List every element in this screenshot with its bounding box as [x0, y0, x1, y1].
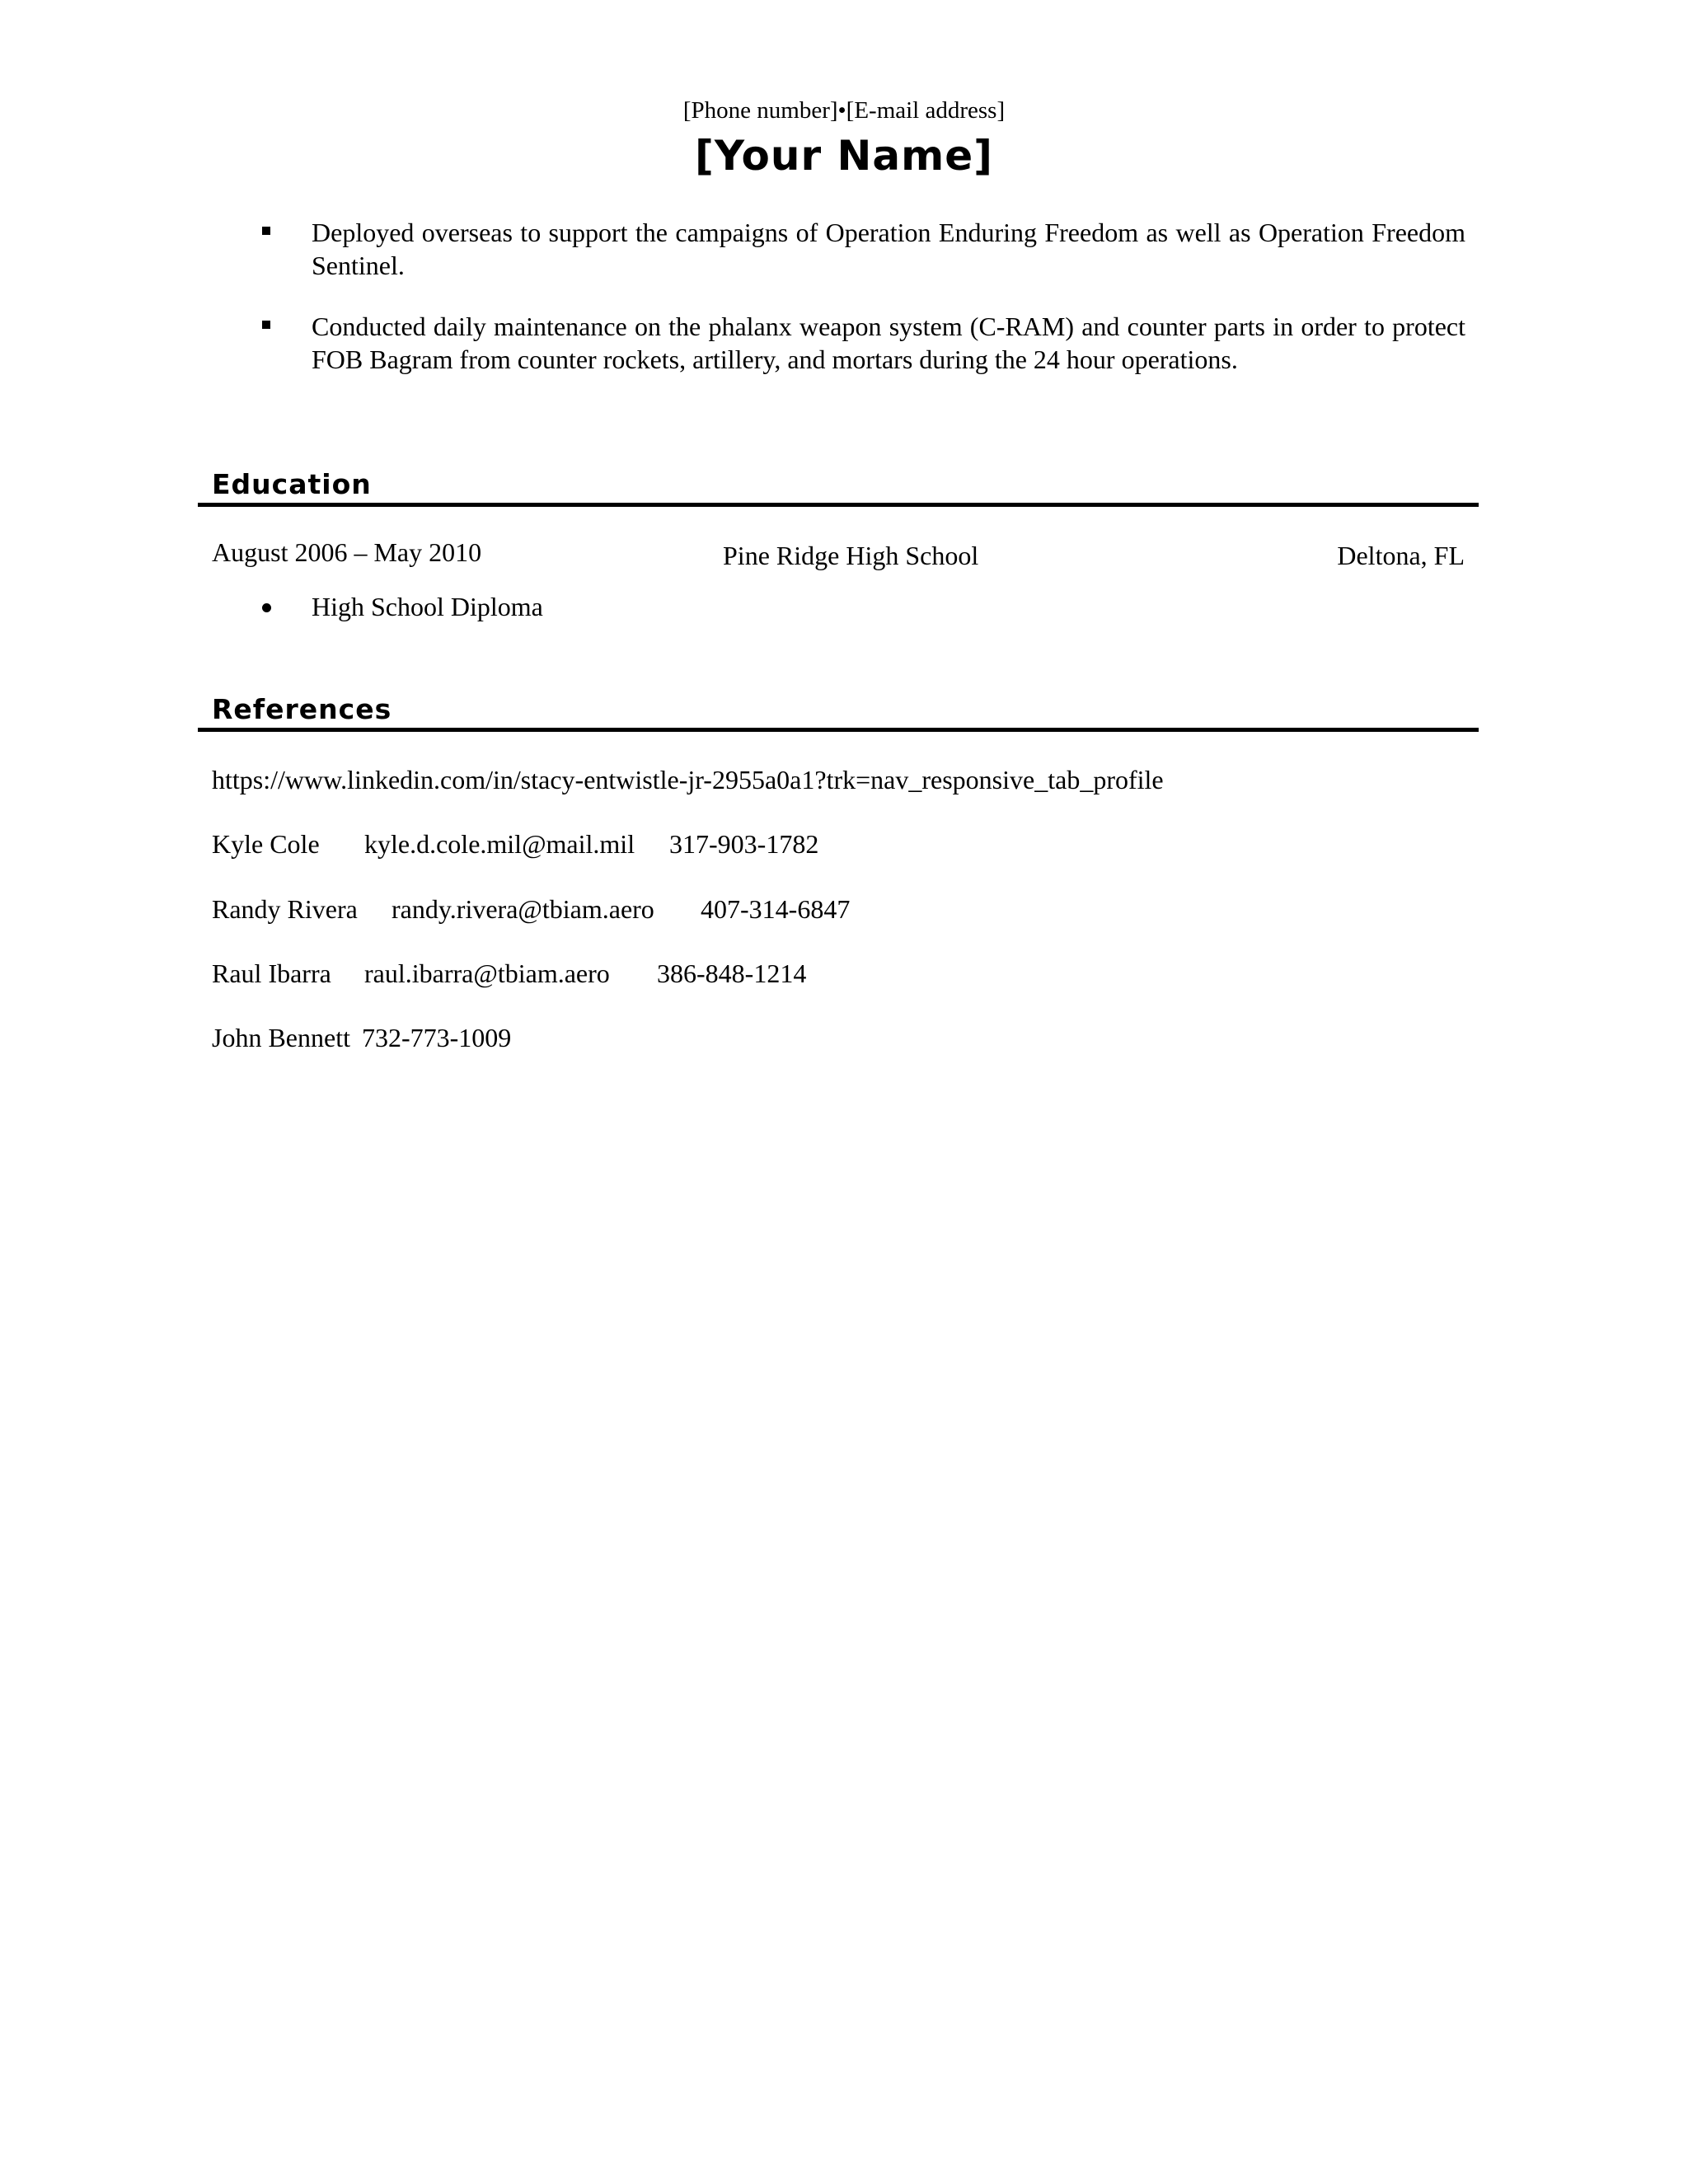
square-bullet-icon — [262, 227, 270, 235]
experience-bullet-text: Conducted daily maintenance on the phalanx weapon system (C-RAM) and counter parts in order to protect FOB Bagram from counter rockets, artillery, and mortars during the 24 hour operations. — [312, 312, 1465, 374]
education-location: Deltona, FL — [1337, 541, 1465, 570]
reference-phone: 732-773-1009 — [361, 1023, 512, 1052]
reference-email[interactable]: raul.ibarra@tbiam.aero — [364, 958, 610, 988]
education-school: Pine Ridge High School — [723, 541, 979, 570]
references-divider — [198, 728, 1479, 732]
education-dates: August 2006 – May 2010 — [212, 537, 482, 567]
reference-name: Raul Ibarra — [212, 958, 331, 988]
education-heading: Education — [212, 468, 372, 500]
education-item-text: High School Diploma — [312, 592, 543, 621]
experience-bullet — [262, 310, 1465, 376]
experience-bullet-list — [262, 216, 1465, 404]
reference-phone: 317-903-1782 — [669, 829, 819, 859]
education-entry — [212, 537, 1465, 574]
reference-name: Randy Rivera — [212, 894, 358, 924]
resume-name: [Your Name] — [695, 132, 993, 180]
reference-email[interactable]: kyle.d.cole.mil@mail.mil — [364, 829, 635, 859]
education-divider — [198, 503, 1479, 507]
square-bullet-icon — [262, 321, 270, 329]
reference-row — [212, 958, 806, 989]
reference-email[interactable]: randy.rivera@tbiam.aero — [392, 894, 654, 924]
reference-name: John Bennett — [212, 1023, 350, 1052]
reference-row — [212, 829, 818, 860]
reference-name: Kyle Cole — [212, 829, 320, 859]
references-link[interactable]: https://www.linkedin.com/in/stacy-entwistle-jr-2955a0a1?trk=nav_responsive_tab_profile — [212, 765, 1164, 794]
round-bullet-icon — [262, 603, 271, 612]
experience-bullet-text: Deployed overseas to support the campaigns of Operation Enduring Freedom as well as Operation Freedom Sentinel. — [312, 218, 1465, 280]
experience-bullet — [262, 216, 1465, 282]
references-heading: References — [212, 693, 392, 725]
reference-phone: 407-314-6847 — [701, 894, 851, 924]
contact-line: [Phone number]•[E-mail address] — [682, 97, 1006, 124]
education-item — [262, 592, 543, 622]
reference-phone: 386-848-1214 — [657, 958, 807, 988]
reference-row — [212, 1023, 511, 1053]
reference-row — [212, 894, 850, 925]
